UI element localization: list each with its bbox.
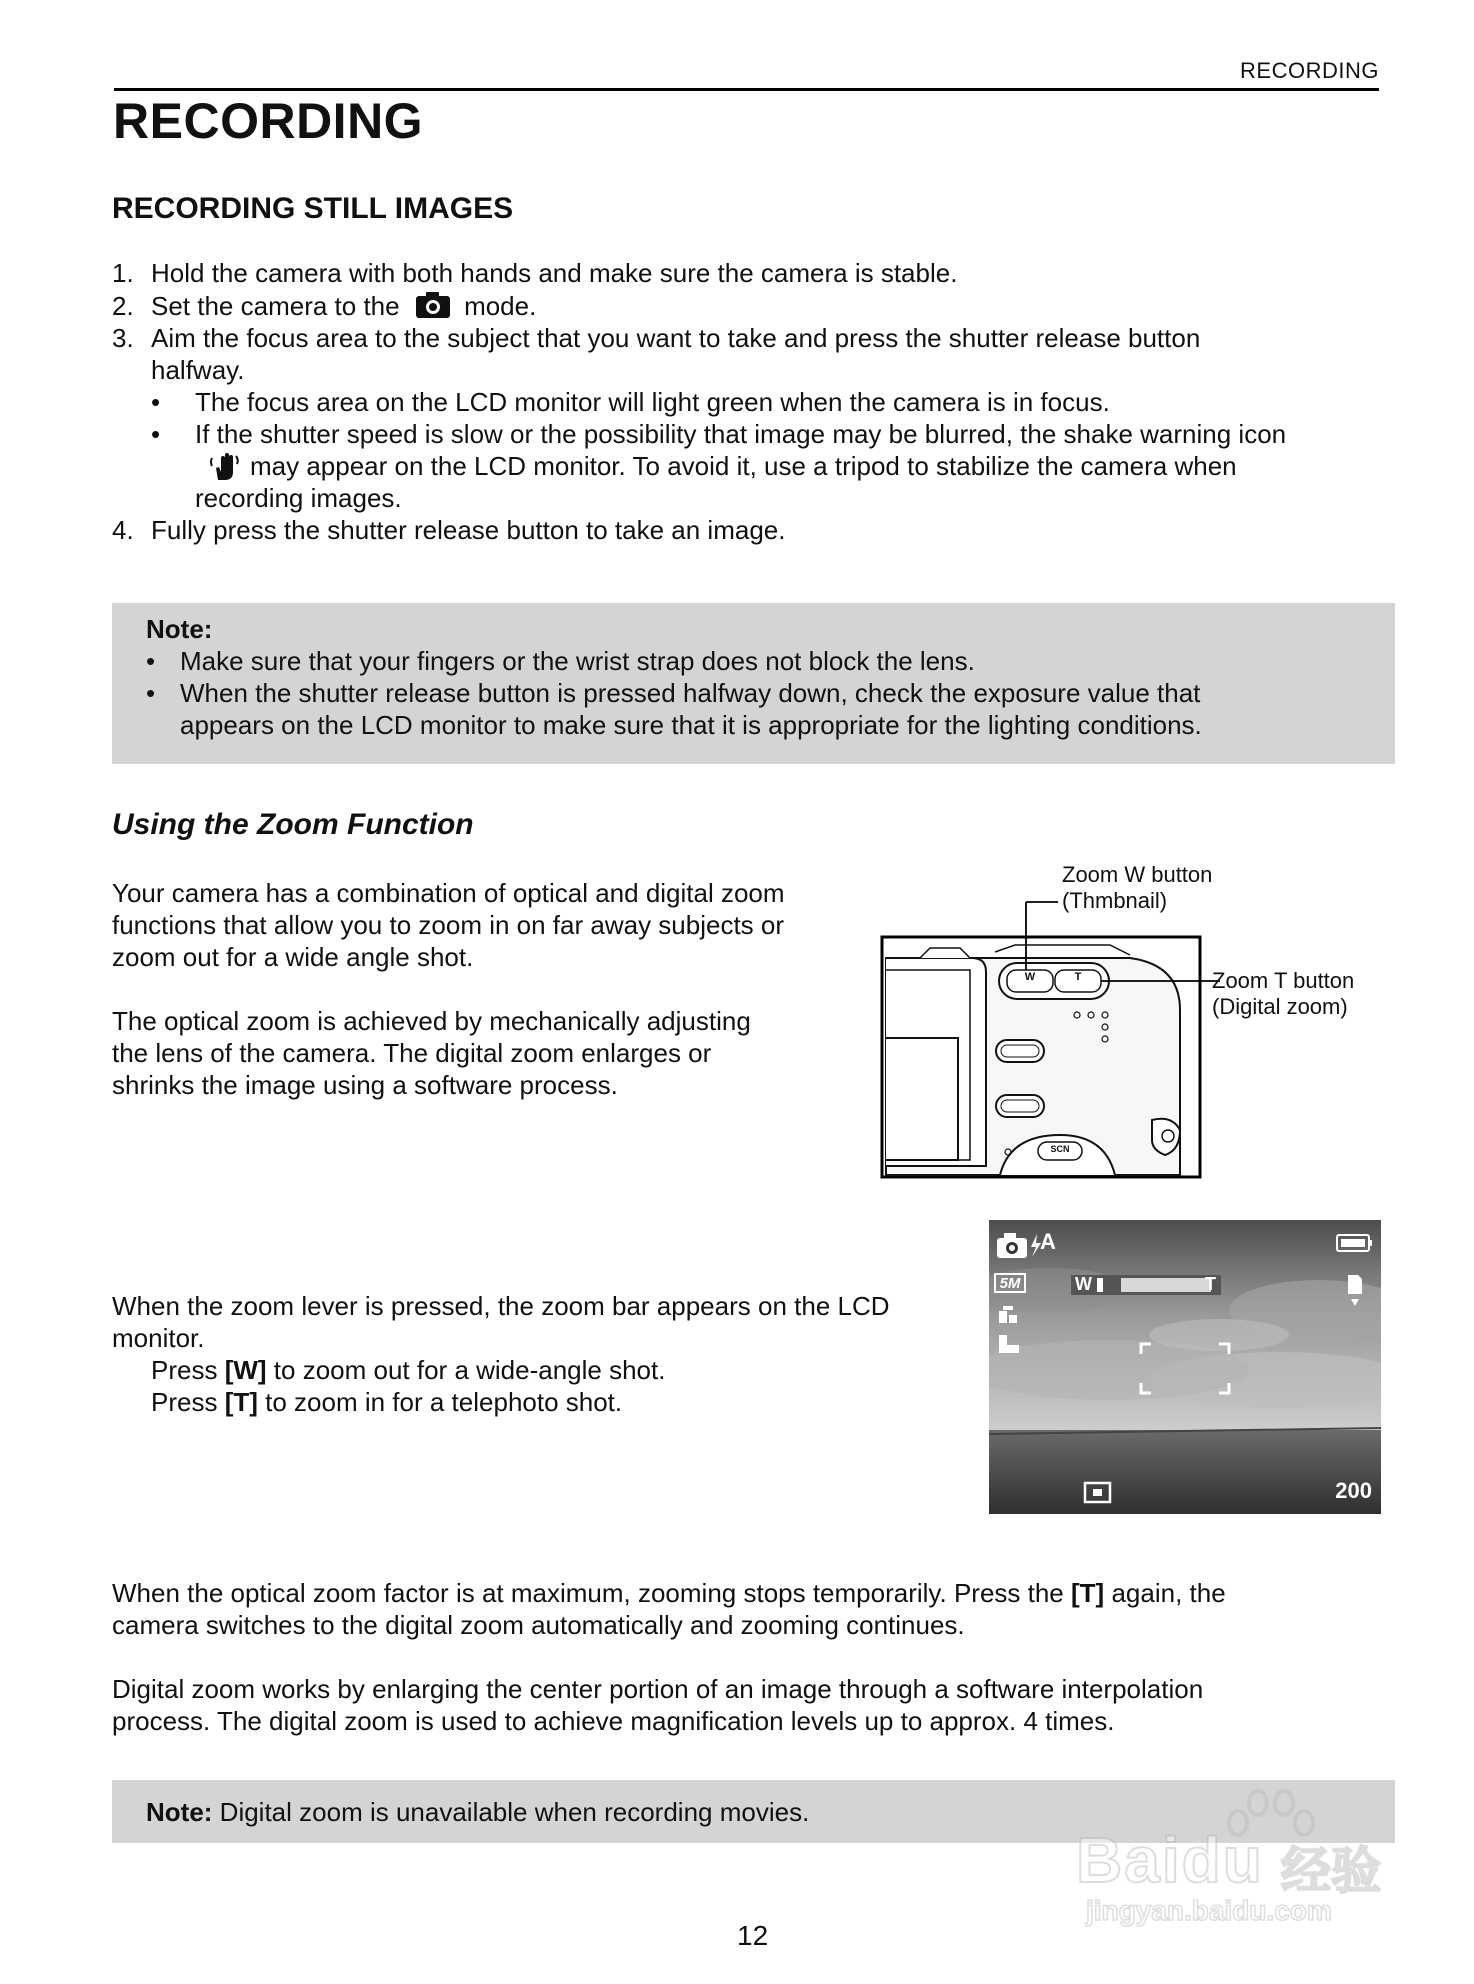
press-t-post: to zoom in for a telephoto shot. [265, 1387, 623, 1417]
press-w-post: to zoom out for a wide-angle shot. [273, 1355, 666, 1385]
step-4-text: Fully press the shutter release button to take an image. [151, 515, 786, 545]
zoom-para-1-line-2: functions that allow you to zoom in on far away subjects or [112, 910, 785, 940]
zoom-w-button-label: W [1024, 971, 1036, 983]
shots-remaining: 200 [1335, 1478, 1372, 1503]
step-2-text [151, 290, 536, 326]
bullet-2-line-1: If the shutter speed is slow or the possibility that image may be blurred, the shake warning icon [195, 419, 1287, 449]
note-2-text: Digital zoom is unavailable when recording movies. [219, 1797, 810, 1827]
step-2-number: 2. [112, 291, 134, 321]
resolution-badge: 5M [994, 1273, 1026, 1293]
key-w: [W] [224, 1355, 267, 1385]
note-bullet-1-text: Make sure that your fingers or the wrist strap does not block the lens. [180, 646, 975, 676]
zoom-para-2-line-1: The optical zoom is achieved by mechanically adjusting [112, 1006, 751, 1036]
press-w-line [151, 1354, 665, 1386]
bullet-1-marker: • [151, 387, 161, 417]
step-2-text-after: mode. [464, 291, 537, 321]
lever-para-line-2: monitor. [112, 1323, 205, 1353]
zoom-w-callout-line-1: Zoom W button [1062, 862, 1213, 887]
bullet-2-marker: • [151, 419, 161, 449]
zoom-para-2-line-3: shrinks the image using a software process. [112, 1070, 618, 1100]
optical-para-key: [T] [1071, 1578, 1105, 1608]
zoom-w-callout-line-2: (Thmbnail) [1062, 888, 1168, 913]
bullet-2-line-2: may appear on the LCD monitor. To avoid it, use a tripod to stabilize the camera when [250, 451, 1237, 481]
lcd-screen-photo [989, 1220, 1381, 1514]
note-bullet-2-line-1: When the shutter release button is pressed halfway down, check the exposure value that [180, 678, 1201, 708]
step-1-text: Hold the camera with both hands and make sure the camera is stable. [151, 258, 958, 288]
key-t: [T] [224, 1387, 258, 1417]
camera-mode-icon [415, 291, 451, 326]
press-t-line [151, 1386, 622, 1418]
note-bullet-1-marker: • [146, 646, 156, 676]
step-3-number: 3. [112, 323, 134, 353]
note-bullet-2-marker: • [146, 678, 156, 708]
header-rule [114, 88, 1379, 91]
optical-para-line-1 [112, 1577, 1226, 1609]
step-3-line-2: halfway. [151, 355, 245, 385]
optical-para-post: again, the [1111, 1578, 1226, 1608]
baidu-watermark [1076, 1795, 1416, 1925]
bullet-1-text: The focus area on the LCD monitor will light green when the camera is in focus. [195, 387, 1110, 417]
zoom-section-title: Using the Zoom Function [112, 808, 474, 841]
zoom-t-callout-line-2: (Digital zoom) [1212, 994, 1348, 1019]
scene-button-label: SCN [1050, 1144, 1070, 1154]
flash-auto-label: A [1040, 1229, 1056, 1254]
zoom-para-2-line-2: the lens of the camera. The digital zoom enlarges or [112, 1038, 712, 1068]
press-t-pre: Press [151, 1387, 218, 1417]
zoom-bar-t-label: T [1205, 1274, 1216, 1294]
camera-back-diagram [880, 870, 1440, 1180]
optical-para-pre: When the optical zoom factor is at maximum, zooming stops temporarily. Press the [112, 1578, 1064, 1608]
zoom-t-button-label: T [1074, 971, 1082, 983]
optical-para-line-2: camera switches to the digital zoom automatically and zooming continues. [112, 1610, 965, 1640]
press-w-pre: Press [151, 1355, 218, 1385]
note-2-line [146, 1796, 809, 1828]
section-title: RECORDING STILL IMAGES [112, 192, 514, 225]
step-3-line-1: Aim the focus area to the subject that you want to take and press the shutter release button [151, 323, 1201, 353]
watermark-brand: Baidu [1076, 1824, 1264, 1896]
watermark-cn: 经验 [1281, 1843, 1381, 1899]
watermark-url: jingyan.baidu.com [1086, 1895, 1332, 1926]
zoom-bar-w-label: W [1075, 1274, 1092, 1294]
zoom-para-1-line-1: Your camera has a combination of optical and digital zoom [112, 878, 785, 908]
note-2-label: Note: [146, 1797, 213, 1827]
bullet-2-line-3: recording images. [195, 483, 402, 513]
step-2-text-before: Set the camera to the [151, 291, 400, 321]
digital-para-line-1: Digital zoom works by enlarging the center portion of an image through a software interpolation [112, 1674, 1204, 1704]
step-4-number: 4. [112, 515, 134, 545]
step-1-number: 1. [112, 258, 134, 288]
zoom-para-1-line-3: zoom out for a wide angle shot. [112, 942, 474, 972]
page-title: RECORDING [113, 93, 424, 149]
page-number: 12 [737, 1920, 769, 1951]
note-label: Note: [146, 614, 213, 644]
note-bullet-2-line-2: appears on the LCD monitor to make sure that it is appropriate for the lighting conditions. [180, 710, 1202, 740]
running-header: RECORDING [1240, 58, 1379, 83]
zoom-t-callout-line-1: Zoom T button [1212, 968, 1355, 993]
digital-para-line-2: process. The digital zoom is used to achieve magnification levels up to approx. 4 times. [112, 1706, 1115, 1736]
lever-para-line-1: When the zoom lever is pressed, the zoom bar appears on the LCD [112, 1291, 890, 1321]
